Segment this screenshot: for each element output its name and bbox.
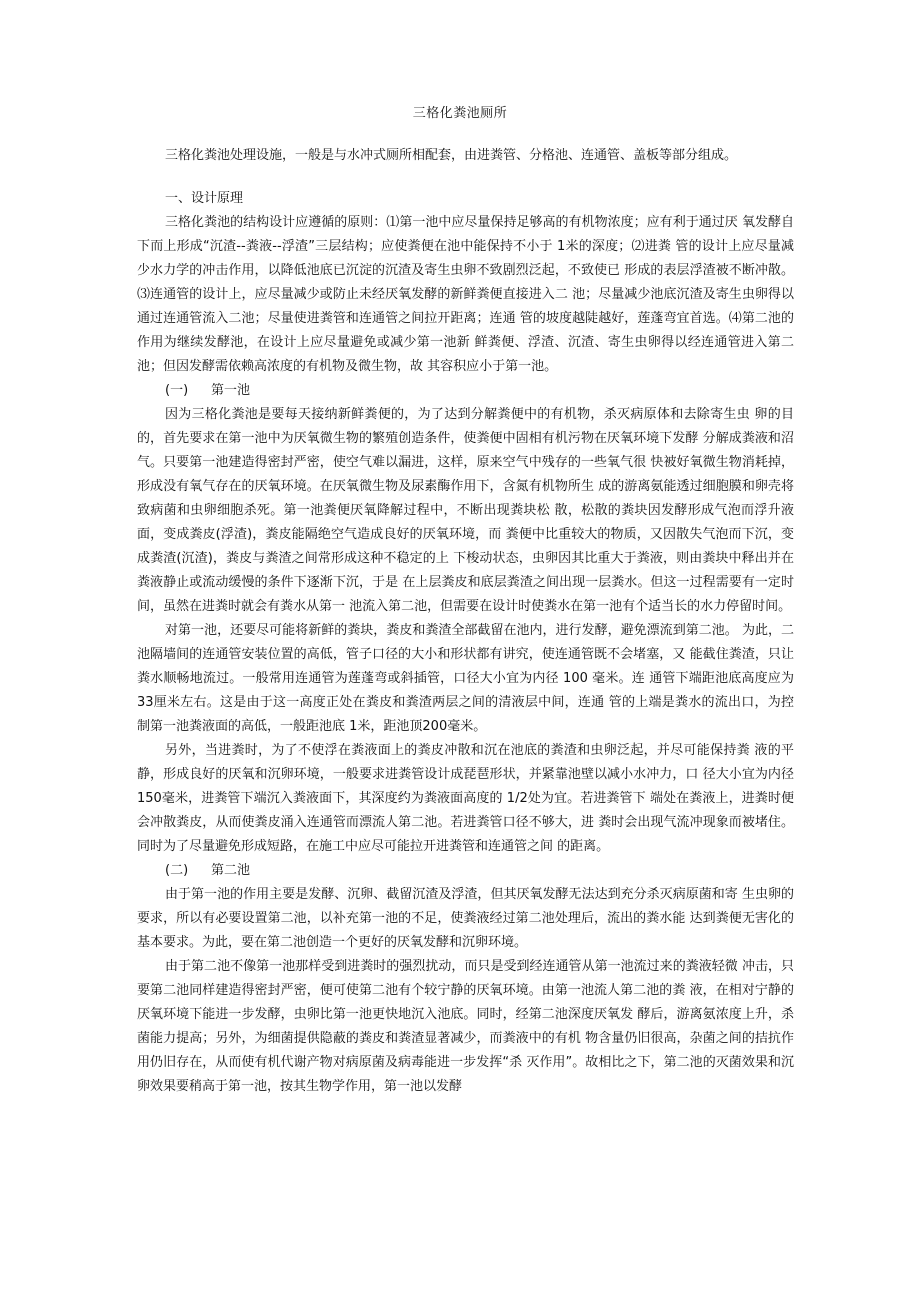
design-principle-paragraph: 三格化粪池的结构设计应遵循的原则：⑴第一池中应尽量保持足够高的有机物浓度；应有利于通过厌 氧发酵自下而上形成“沉渣--粪液--浮渣”三层结构；应使粪便在池中能保持不小于 1米的深度；⑵进粪 管的设计上应尽量减少水力学的冲击作用，以降低池底已沉淀的沉渣及寄生虫卵不致剧烈泛起，不致使已 形成的表层浮渣被不断冲散。⑶连通管的设计上，应尽量减少或防止未经厌氧发酵的新鲜粪便直接进入二 池；尽量减少池底沉渣及寄生虫卵得以通过连通管流入二池；尽量使进粪管和连通管之间拉开距离；连通 管的坡度越陡越好，莲蓬弯宜首选。⑷第二池的作用为继续发酵池，在设计上应尽量避免或减少第一池新 鲜粪便、浮渣、沉渣、寄生虫卵得以经连通管进入第二池；但因发酵需依赖高浓度的有机物及微生物，故 其容积应小于第一池。	[137, 215, 794, 374]
subsection-label: 第二池	[211, 863, 251, 878]
intro-paragraph: 三格化粪池处理设施，一般是与水冲式厕所相配套，由进粪管、分格池、连通管、盖板等部分组成。	[165, 148, 738, 163]
first-pool-paragraph-1: 因为三格化粪池是要每天接纳新鲜粪便的，为了达到分解粪便中的有机物，杀灭病原体和去除寄生虫 卵的目的，首先要求在第一池中为厌氧微生物的繁殖创造条件，使粪便中固相有机污物在厌氧环境下发酵 分解成粪液和沼气。只要第一池建造得密封严密，使空气难以漏进，这样，原来空气中残存的一些氧气很 快被好氧微生物消耗掉，形成没有氧气存在的厌氧环境。在厌氧微生物及尿素酶作用下，含氮有机物所生 成的游离氨能透过细胞膜和卵壳将致病菌和虫卵细胞杀死。第一池粪便厌氧降解过程中，不断出现粪块松 散，松散的粪块因发酵形成气泡而浮升液面，变成粪皮(浮渣)，粪皮能隔绝空气造成良好的厌氧环境，而 粪便中比重较大的物质，又因散失气泡而下沉，变成粪渣(沉渣)，粪皮与粪渣之间常形成这种不稳定的上 下梭动状态，虫卵因其比重大于粪液，则由粪块中释出并在粪液静止或流动缓慢的条件下逐渐下沉，于是 在上层粪皮和底层粪渣之间出现一层粪水。但这一过程需要有一定时间，虽然在进粪时就会有粪水从第一 池流入第二池，但需要在设计时使粪水在第一池有个适当长的水力停留时间。	[137, 407, 794, 614]
subsection-label: 第一池	[211, 383, 251, 398]
subsection-number: (二)	[165, 863, 189, 878]
section-heading-design-principle: 一、设计原理	[165, 191, 244, 206]
second-pool-paragraph-2: 由于第二池不像第一池那样受到进粪时的强烈扰动，而只是受到经连通管从第一池流过来的粪液轻微 冲击，只要第二池同样建造得密封严密，便可使第二池有个较宁静的厌氧环境。由第一池流人第二池的粪 液，在相对宁静的厌氧环境下能进一步发酵，虫卵比第一池更快地沉入池底。同时，经第二池深度厌氧发 酵后，游离氨浓度上升，杀菌能力提高；另外，为细菌提供隐蔽的粪皮和粪渣显著减少，而粪液中的有机 物含量仍旧很高，杂菌之间的拮抗作用仍旧存在，从而使有机代谢产物对病原菌及病毒能进一步发挥“杀 灭作用”。故相比之下，第二池的灭菌效果和沉卵效果要稍高于第一池，按其生物学作用，第一池以发酵	[137, 959, 794, 1094]
first-pool-paragraph-2: 对第一池，还要尽可能将新鲜的粪块，粪皮和粪渣全部截留在池内，进行发酵，避免漂流到第二池。 为此，二池隔墙间的连通管安装位置的高低，管子口径的大小和形状都有讲究，使连通管既不会堵塞，又 能截住粪渣，只让粪水顺畅地流过。一般常用连通管为莲蓬弯或斜插管，口径大小宜为内径 100 毫米。连 通管下端距池底高度应为 33厘米左右。这是由于这一高度正处在粪皮和粪渣两层之间的清液层中间，连通 管的上端是粪水的流出口，为控制第一池粪液面的高低，一般距池底 1米，距池顶200毫米。	[137, 623, 794, 734]
subsection-heading-first-pool	[137, 379, 794, 403]
second-pool-paragraph-1: 由于第一池的作用主要是发酵、沉卵、截留沉渣及浮渣，但其厌氧发酵无法达到充分杀灭病原菌和寄 生虫卵的要求，所以有必要设置第二池，以补充第一池的不足，使粪液经过第二池处理后，流出的粪水能 达到粪便无害化的基本要求。为此，要在第二池创造一个更好的厌氧发酵和沉卵环境。	[137, 887, 794, 950]
subsection-heading-second-pool	[137, 859, 794, 883]
subsection-number: (一)	[165, 383, 189, 398]
first-pool-paragraph-3: 另外，当进粪时，为了不使浮在粪液面上的粪皮冲散和沉在池底的粪渣和虫卵泛起，并尽可能保持粪 液的平静，形成良好的厌氧和沉卵环境，一般要求进粪管设计成琵琶形状，并紧靠池壁以减小水冲力，口 径大小宜为内径 150毫米，进粪管下端沉入粪液面下，其深度约为粪液面高度的 1/2处为宜。若进粪管下 端处在粪液上，进粪时便会冲散粪皮，从而使粪皮涌入连通管而漂流人第二池。若进粪管口径不够大，进 粪时会出现气流冲现象而被堵住。同时为了尽量避免形成短路，在施工中应尽可能拉开进粪管和连通管之间 的距离。	[137, 743, 794, 854]
document-body	[137, 187, 794, 1099]
document-title: 三格化粪池厕所	[412, 106, 508, 121]
